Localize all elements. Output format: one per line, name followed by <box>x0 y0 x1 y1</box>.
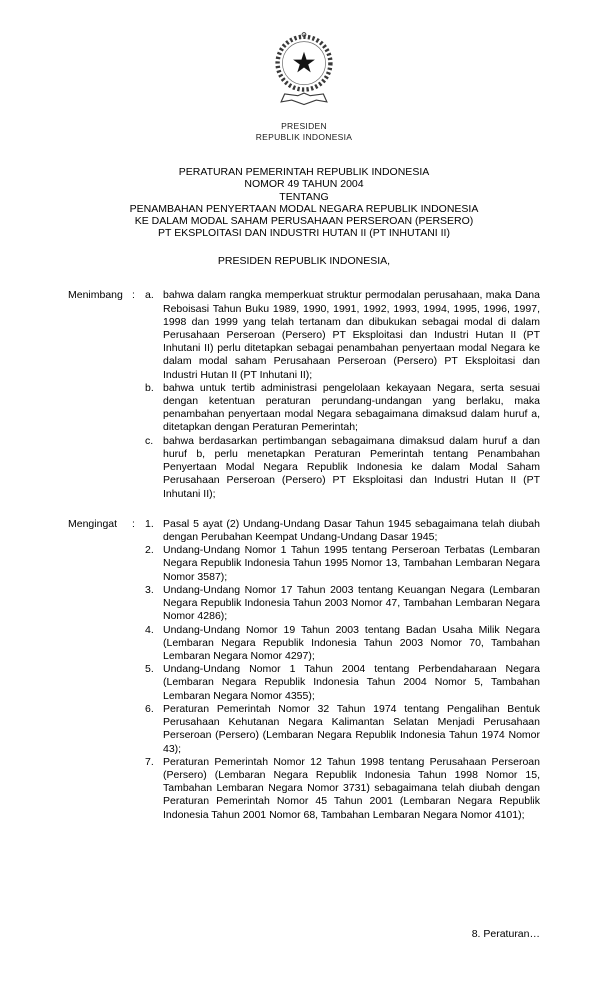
item-text: Undang-Undang Nomor 1 Tahun 2004 tentang Perbendaharaan Negara (Lembaran Negara Republik Indonesia Tahun 2004 Nomor 5, Tambahan Lembaran Negara Nomor 4355); <box>163 663 540 702</box>
title-line-tentang: TENTANG <box>279 190 329 203</box>
item-marker: 4. <box>145 623 154 636</box>
mengingat-label: Mengingat <box>68 517 118 530</box>
letterhead-presiden: PRESIDEN <box>281 121 327 131</box>
item-text: Peraturan Pemerintah Nomor 32 Tahun 1974 tentang Pengalihan Bentuk Perusahaan Kehutanan Negara Kalimantan Selatan Menjadi Perusahaan Perseroan (Persero) (Lembaran Negara Republik Indonesia Tahun 1974 Nomor 43); <box>163 702 540 755</box>
list-item <box>145 518 540 544</box>
item-marker: 2. <box>145 544 154 557</box>
page-continuation-marker: 8. Peraturan… <box>471 928 540 940</box>
title-line-subject-3: PT EKSPLOITASI DAN INDUSTRI HUTAN II (PT INHUTANI II) <box>158 227 450 240</box>
title-line-subject-2: KE DALAM MODAL SAHAM PERUSAHAAN PERSEROAN (PERSERO) <box>134 214 474 227</box>
menimbang-items <box>145 289 540 501</box>
title-line-number: NOMOR 49 TAHUN 2004 <box>244 178 364 191</box>
list-item <box>145 584 540 624</box>
item-text: bahwa untuk tertib administrasi pengelolaan kekayaan Negara, serta sesuai dengan ketentuan peraturan perundang-undangan yang berlaku, maka penambahan penyertaan modal Negara sebagaimana dimaksud dalam huruf a, ditetapkan dengan Peraturan Pemerintah; <box>163 381 540 434</box>
item-marker: 7. <box>145 755 154 768</box>
mengingat-items <box>145 518 540 822</box>
item-marker: 1. <box>145 517 154 530</box>
item-text: bahwa berdasarkan pertimbangan sebagaimana dimaksud dalam huruf a dan huruf b, perlu menetapkan Peraturan Pemerintah tentang Penambahan Penyertaan Modal Negara Republik Indonesia ke dalam Modal Saham Perusahaan Perseroan (Persero) PT Eksploitasi dan Industri Hutan II (PT Inhutani II); <box>163 434 540 500</box>
list-item <box>145 544 540 584</box>
item-text: Undang-Undang Nomor 1 Tahun 1995 tentang Perseroan Terbatas (Lembaran Negara Republik Indonesia Tahun 1995 Nomor 13, Tambahan Lembaran Negara Nomor 3587); <box>163 544 540 583</box>
mengingat-separator: : <box>132 517 135 530</box>
preamble-heading: PRESIDEN REPUBLIK INDONESIA, <box>217 255 391 268</box>
list-item <box>145 703 540 756</box>
letterhead-republik-indonesia: REPUBLIK INDONESIA <box>255 131 353 142</box>
item-text: Peraturan Pemerintah Nomor 12 Tahun 1998 tentang Perusahaan Perseroan (Persero) (Lembaran Negara Republik Indonesia Tahun 1998 Nomor 15, Tambahan Lembaran Negara Nomor 3731) sebagaimana telah diubah dengan Peraturan Pemerintah Nomor 45 Tahun 2001 (Lembaran Negara Republik Indonesia Tahun 2001 Nomor 68, Tambahan Lembaran Negara Nomor 4101); <box>163 755 540 821</box>
list-item <box>145 624 540 664</box>
item-marker: 5. <box>145 663 154 676</box>
item-marker: b. <box>145 381 154 394</box>
item-text: bahwa dalam rangka memperkuat struktur permodalan perusahaan, maka Dana Reboisasi Tahun Buku 1989, 1990, 1991, 1992, 1993, 1994, 1995, 1996, 1997, 1998 dan 1999 yang telah tertanam dan dibukukan sebagai modal di dalam Perusahaan Perseroan (Persero) PT Eksploitasi dan Industri Hutan II (PT Inhutani II) perlu ditetapkan sebagai penambahan penyertaan modal Negara ke dalam modal saham Perusahaan Perseroan (Persero) PT Eksploitasi dan Industri Hutan II (PT Inhutani II); <box>163 289 540 381</box>
menimbang-label: Menimbang <box>68 289 123 302</box>
item-marker: 3. <box>145 583 154 596</box>
item-marker: 6. <box>145 702 154 715</box>
item-marker: c. <box>145 434 154 447</box>
menimbang-separator: : <box>132 289 135 302</box>
list-item <box>145 289 540 382</box>
item-text: Undang-Undang Nomor 17 Tahun 2003 tentang Keuangan Negara (Lembaran Negara Republik Indonesia Tahun 2003 Nomor 47, Tambahan Lembaran Negara Nomor 4286); <box>163 583 540 623</box>
title-block <box>68 166 540 239</box>
item-marker: a. <box>145 289 154 302</box>
list-item <box>145 756 540 822</box>
item-text: Undang-Undang Nomor 19 Tahun 2003 tentang Badan Usaha Milik Negara (Lembaran Negara Republik Indonesia Tahun 2003 Nomor 70, Tambahan Lembaran Negara Nomor 4297); <box>163 623 540 662</box>
list-item <box>145 382 540 435</box>
list-item <box>145 663 540 703</box>
mengingat-section <box>68 518 540 822</box>
list-item <box>145 435 540 501</box>
presidential-seal-icon <box>260 97 348 114</box>
title-line-subject-1: PENAMBAHAN PENYERTAAN MODAL NEGARA REPUBLIK INDONESIA <box>129 202 479 215</box>
letterhead <box>68 121 540 142</box>
menimbang-section <box>68 289 540 501</box>
title-line-regulation: PERATURAN PEMERINTAH REPUBLIK INDONESIA <box>178 166 430 179</box>
emblem-wrap <box>68 26 540 115</box>
item-text: Pasal 5 ayat (2) Undang-Undang Dasar Tahun 1945 sebagaimana telah diubah dengan Perubahan Keempat Undang-Undang Dasar 1945; <box>163 517 540 543</box>
